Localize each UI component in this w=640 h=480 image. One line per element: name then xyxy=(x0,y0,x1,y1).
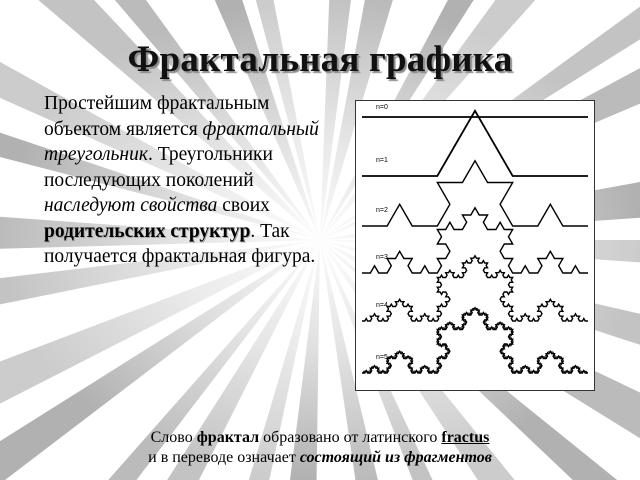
generation-label: n=3 xyxy=(376,254,388,261)
slide-title: Фрактальная графика xyxy=(127,39,513,80)
generation-label: n=2 xyxy=(376,207,388,214)
italic-phrase-inherit: наследуют свойства xyxy=(44,195,218,216)
caption-line-2 xyxy=(0,448,640,468)
koch-curve-figure xyxy=(355,100,595,391)
koch-curve-generation-4 xyxy=(362,256,588,321)
caption-text: Слово xyxy=(150,429,197,446)
koch-curve-generation-5 xyxy=(362,308,588,373)
koch-curves xyxy=(356,101,594,390)
generation-label: n=4 xyxy=(376,302,388,309)
text-run: Простейшим фрактальным объектом является xyxy=(44,93,270,140)
caption-term: фрактал xyxy=(196,429,260,446)
generation-label: n=5 xyxy=(376,354,388,361)
bold-phrase-parent-structures: родительских структур xyxy=(44,220,251,242)
italic-term-fractal-triangle: фрактальный треугольник xyxy=(44,118,319,165)
koch-curve-generation-2 xyxy=(362,161,588,226)
caption-meaning: состоящий из фрагментов xyxy=(299,449,492,466)
generation-label: n=1 xyxy=(376,157,388,164)
caption xyxy=(0,428,640,468)
koch-curve-generation-1 xyxy=(362,111,588,176)
body-paragraph xyxy=(44,91,344,270)
caption-text: и в переводе означает xyxy=(148,449,300,466)
caption-line-1 xyxy=(0,428,640,448)
latin-word-link[interactable]: fractus xyxy=(441,429,490,446)
text-run: . Треугольники последующих поколений xyxy=(44,144,273,191)
koch-curve-generation-3 xyxy=(362,208,588,273)
caption-text: образовано от латинского xyxy=(259,429,442,446)
text-run: . Так получается фрактальная фигура. xyxy=(44,220,316,267)
text-run: своих xyxy=(217,195,270,216)
generation-label: n=0 xyxy=(376,104,388,111)
